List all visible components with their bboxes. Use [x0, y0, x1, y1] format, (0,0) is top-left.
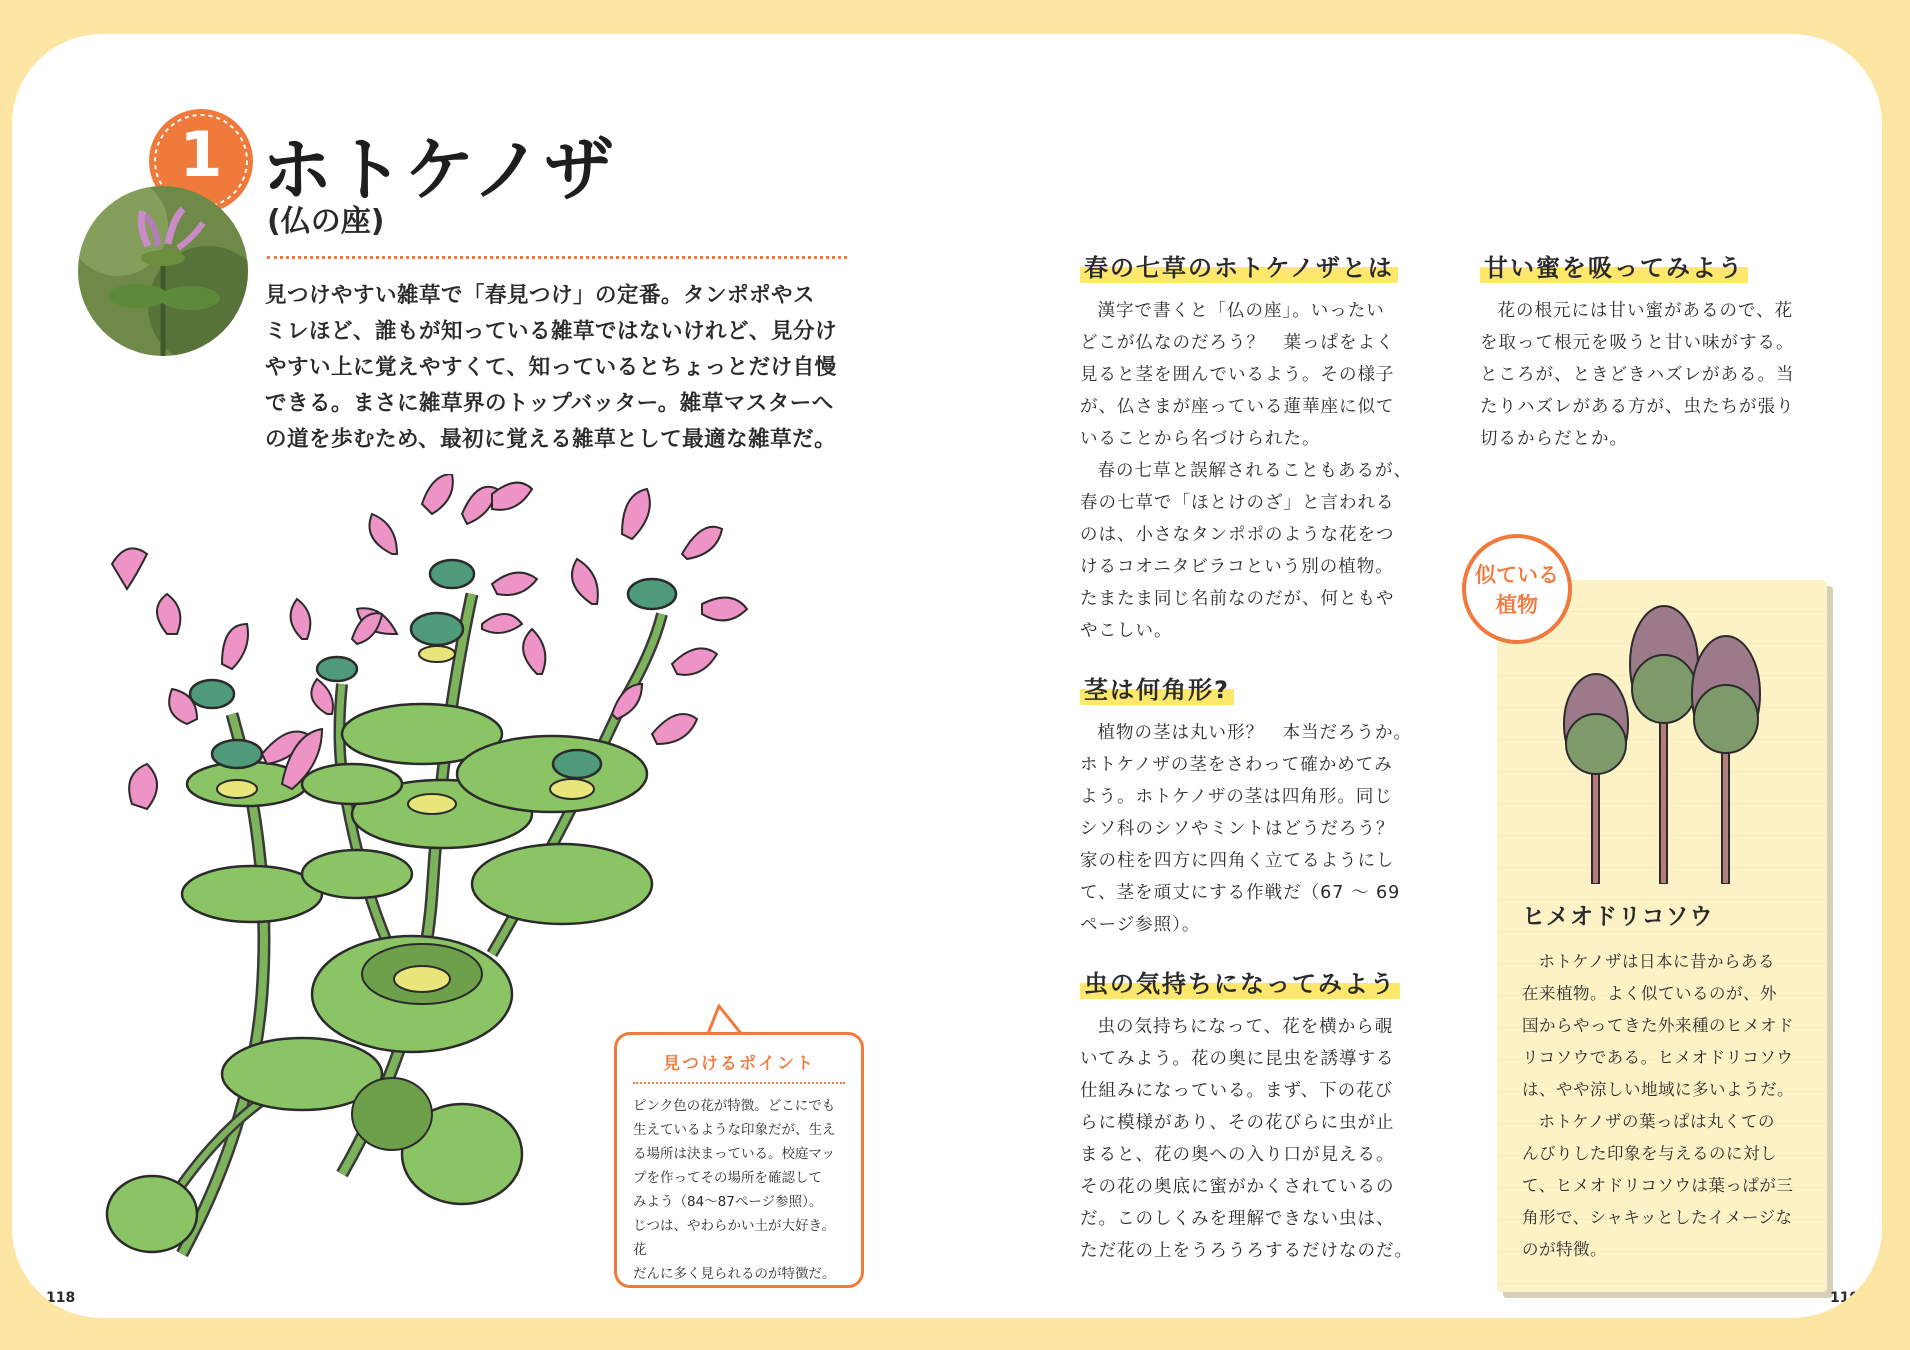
himeodorikosou-illustration: [1552, 594, 1782, 884]
finding-point-line: じつは、やわらかい土が大好き。花: [633, 1218, 835, 1258]
paragraph: 春の七草と誤解されることもあるが、 春の七草で「ほとけのざ」と言われる のは、小さなタンポポのような花をつ けるコオニタビラコという別の植物。 たまたま同じ名前なのだが、何ともや やこしい。: [1080, 461, 1412, 641]
finding-point-line: ピンク色の花が特徴。どこにでも: [633, 1098, 836, 1114]
book-spread: [12, 34, 1882, 1318]
page-number-left: 118: [46, 1290, 76, 1306]
page-number-right: 119: [1830, 1290, 1860, 1306]
page-title: ホトケノザ: [262, 129, 616, 211]
section-stem-shape: [1080, 670, 1450, 941]
section-sweet-nectar: [1480, 248, 1840, 455]
section-nanakusa: [1080, 248, 1450, 647]
section-heading: 虫の気持ちになってみよう: [1080, 964, 1400, 999]
section-heading: 茎は何角形?: [1080, 670, 1234, 705]
finding-point-box: [614, 1032, 864, 1288]
finding-point-line: みよう（84〜87ページ参照）。: [633, 1194, 823, 1210]
section-heading: 春の七草のホトケノザとは: [1080, 248, 1398, 283]
intro-line: ミレほど、誰もが知っている雑草ではないけれど、見分け: [265, 319, 838, 344]
finding-point-line: だんに多く見られるのが特徴だ。: [633, 1266, 836, 1282]
intro-text: [265, 278, 865, 458]
finding-point-divider: [633, 1082, 845, 1084]
intro-line: 見つけやすい雑草で「春見つけ」の定番。タンポポやス: [265, 283, 816, 308]
paragraph: 虫の気持ちになって、花を横から覗 いてみよう。花の奥に昆虫を誘導する 仕組みになっている。まず、下の花び らに模様があり、その花びらに虫が止 まると、花の奥への入り口が見える。 その花の奥底に蜜がかくされているの だ。このしくみを理解できない虫は、 ただ花の上をうろうろするだけなのだ。: [1080, 1017, 1413, 1261]
chapter-number: 1: [179, 118, 223, 191]
finding-point-line: る場所は決まっている。校庭マッ: [633, 1146, 835, 1162]
finding-point-title: 見つけるポイント: [663, 1054, 815, 1074]
paragraph: 漢字で書くと「仏の座」。いったい どこが仏なのだろう？ 葉っぱをよく 見ると茎を囲んでいるよう。その様子 が、仏さまが座っている蓮華座に似て いることから名づけられた。: [1080, 301, 1395, 449]
title-divider: [267, 256, 847, 259]
paragraph: ホトケノザの葉っぱは丸くての んびりした印象を与えるのに対し て、ヒメオドリコソウは葉っぱが三 角形で、シャキッとしたイメージな のが特徴。: [1522, 1112, 1794, 1259]
finding-point-line: プを作ってその場所を確認して: [633, 1170, 822, 1186]
similar-plant-name: ヒメオドリコソウ: [1522, 904, 1714, 930]
paragraph: ホトケノザは日本に昔からある 在来植物。よく似ているのが、外 国からやってきた外来種のヒメオド リコソウである。ヒメオドリコソウ は、やや涼しい地域に多いようだ。: [1522, 952, 1794, 1099]
finding-point-text: [633, 1094, 845, 1286]
intro-line: やすい上に覚えやすくて、知っているとちょっとだけ自慢: [265, 355, 837, 380]
section-insect-view: [1080, 964, 1450, 1267]
section-heading: 甘い蜜を吸ってみよう: [1480, 248, 1748, 283]
page-subtitle: (仏の座): [267, 204, 385, 239]
paragraph: 花の根元には甘い蜜があるので、花 を取って根元を吸うと甘い味がする。 ところが、ときどきハズレがある。当 たりハズレがある方が、虫たちが張り 切るからだとか。: [1480, 301, 1795, 449]
finding-point-line: 生えているような印象だが、生え: [633, 1122, 836, 1138]
hotokenoza-photo: [78, 186, 248, 356]
paragraph: 植物の茎は丸い形？ 本当だろうか。 ホトケノザの茎をさわって確かめてみ よう。ホトケノザの茎は四角形。同じ シソ科のシソやミントはどうだろう？ 家の柱を四方に四角く立てるようにし て、茎を頑丈にする作戦だ（67 〜 69 ページ参照）。: [1080, 723, 1412, 935]
similar-plant-text: [1522, 946, 1812, 1266]
similar-plant-badge: 似ている 植物: [1462, 534, 1572, 644]
intro-line: できる。まさに雑草界のトップバッター。雑草マスターへ: [265, 391, 834, 416]
intro-line: の道を歩むため、最初に覚える雑草として最適な雑草だ。: [265, 427, 837, 452]
